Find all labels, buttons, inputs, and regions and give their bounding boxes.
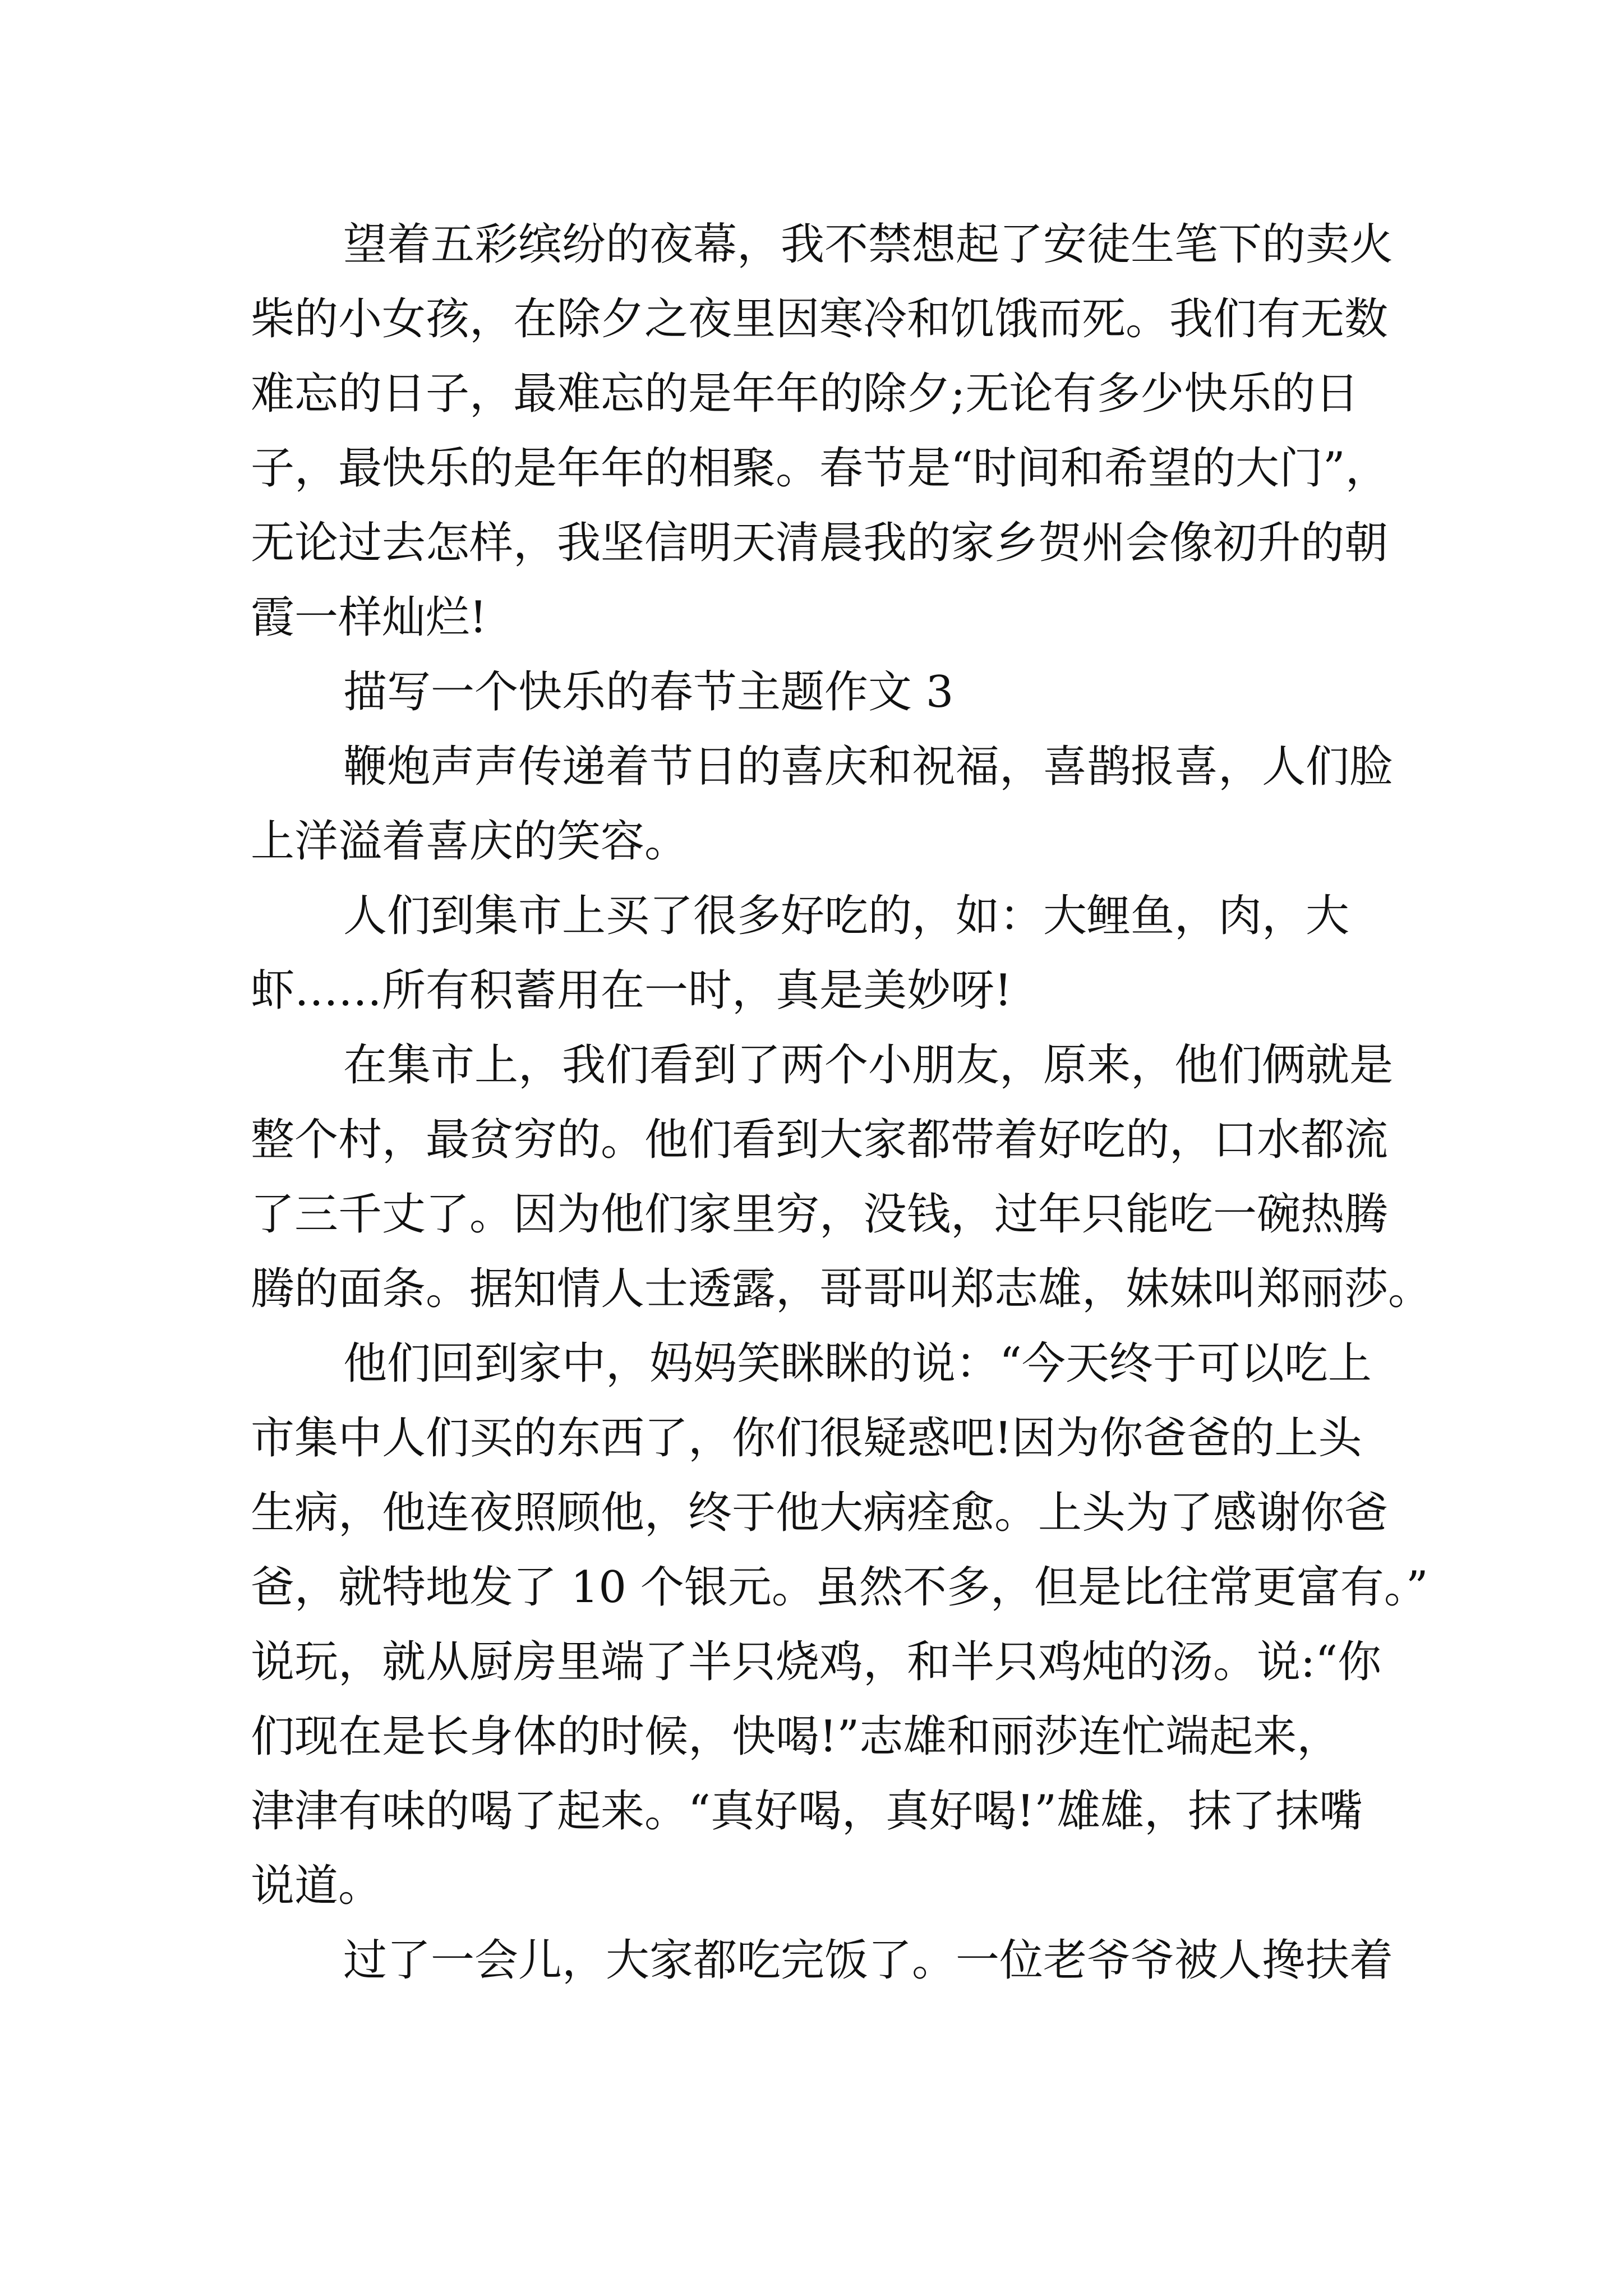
- paragraph-5: [251, 1327, 1428, 1924]
- text-line: 了三千丈了。因为他们家里穷，没钱，过年只能吃一碗热腾: [251, 1189, 1389, 1240]
- paragraph-6: [251, 1924, 1394, 1998]
- text-line: 霞一样灿烂!: [251, 592, 487, 643]
- text-line: 难忘的日子，最难忘的是年年的除夕;无论有多少快乐的日: [251, 369, 1359, 419]
- text-line: 子，最快乐的是年年的相聚。春节是“时间和希望的大门”，: [251, 443, 1389, 494]
- text-line: 过了一会儿，大家都吃完饭了。一位老爷爷被人搀扶着: [343, 1935, 1394, 1986]
- text-line: 柴的小女孩，在除夕之夜里因寒冷和饥饿而死。我们有无数: [251, 294, 1389, 344]
- paragraph-3: [251, 879, 1378, 1028]
- text-line: 说道。: [251, 1861, 382, 1911]
- text-line: 腾的面条。据知情人士透露，哥哥叫郑志雄，妹妹叫郑丽莎。: [251, 1264, 1432, 1314]
- text-line: 人们到集市上买了很多好吃的，如：大鲤鱼，肉，大: [343, 891, 1350, 941]
- text-line: 们现在是长身体的时候，快喝!”志雄和丽莎连忙端起来，: [251, 1711, 1341, 1762]
- text-line: 说玩，就从厨房里端了半只烧鸡，和半只鸡炖的汤。说:“你: [251, 1637, 1382, 1687]
- paragraph-2: [251, 730, 1394, 879]
- text-line: 鞭炮声声传递着节日的喜庆和祝福，喜鹊报喜，人们脸: [343, 742, 1394, 792]
- text-line: 无论过去怎样，我坚信明天清晨我的家乡贺州会像初升的朝: [251, 518, 1389, 568]
- text-line: 虾……所有积蓄用在一时，真是美妙呀!: [251, 965, 1012, 1016]
- paragraph-1: [251, 208, 1394, 655]
- document-body: [251, 208, 1432, 1998]
- text-line: 市集中人们买的东西了，你们很疑惑吧!因为你爸爸的上头: [251, 1413, 1362, 1464]
- section-heading: [251, 655, 1378, 730]
- text-line: 在集市上，我们看到了两个小朋友，原来，他们俩就是: [343, 1040, 1394, 1091]
- text-line: 生病，他连夜照顾他，终于他大病痊愈。上头为了感谢你爸: [251, 1488, 1389, 1538]
- paragraph-4: [251, 1028, 1432, 1327]
- text-line: 望着五彩缤纷的夜幕，我不禁想起了安徒生笔下的卖火: [343, 219, 1394, 270]
- text-line: 上洋溢着喜庆的笑容。: [251, 816, 689, 867]
- text-line: 他们回到家中，妈妈笑眯眯的说：“今天终于可以吃上: [343, 1338, 1372, 1389]
- text-line: 整个村，最贫穷的。他们看到大家都带着好吃的，口水都流: [251, 1115, 1389, 1165]
- heading-text: 描写一个快乐的春节主题作文 3: [343, 667, 954, 717]
- text-line: 津津有味的喝了起来。“真好喝，真好喝!”雄雄，抹了抹嘴: [251, 1786, 1363, 1837]
- text-line: 爸，就特地发了 10 个银元。虽然不多，但是比往常更富有。”: [251, 1562, 1428, 1613]
